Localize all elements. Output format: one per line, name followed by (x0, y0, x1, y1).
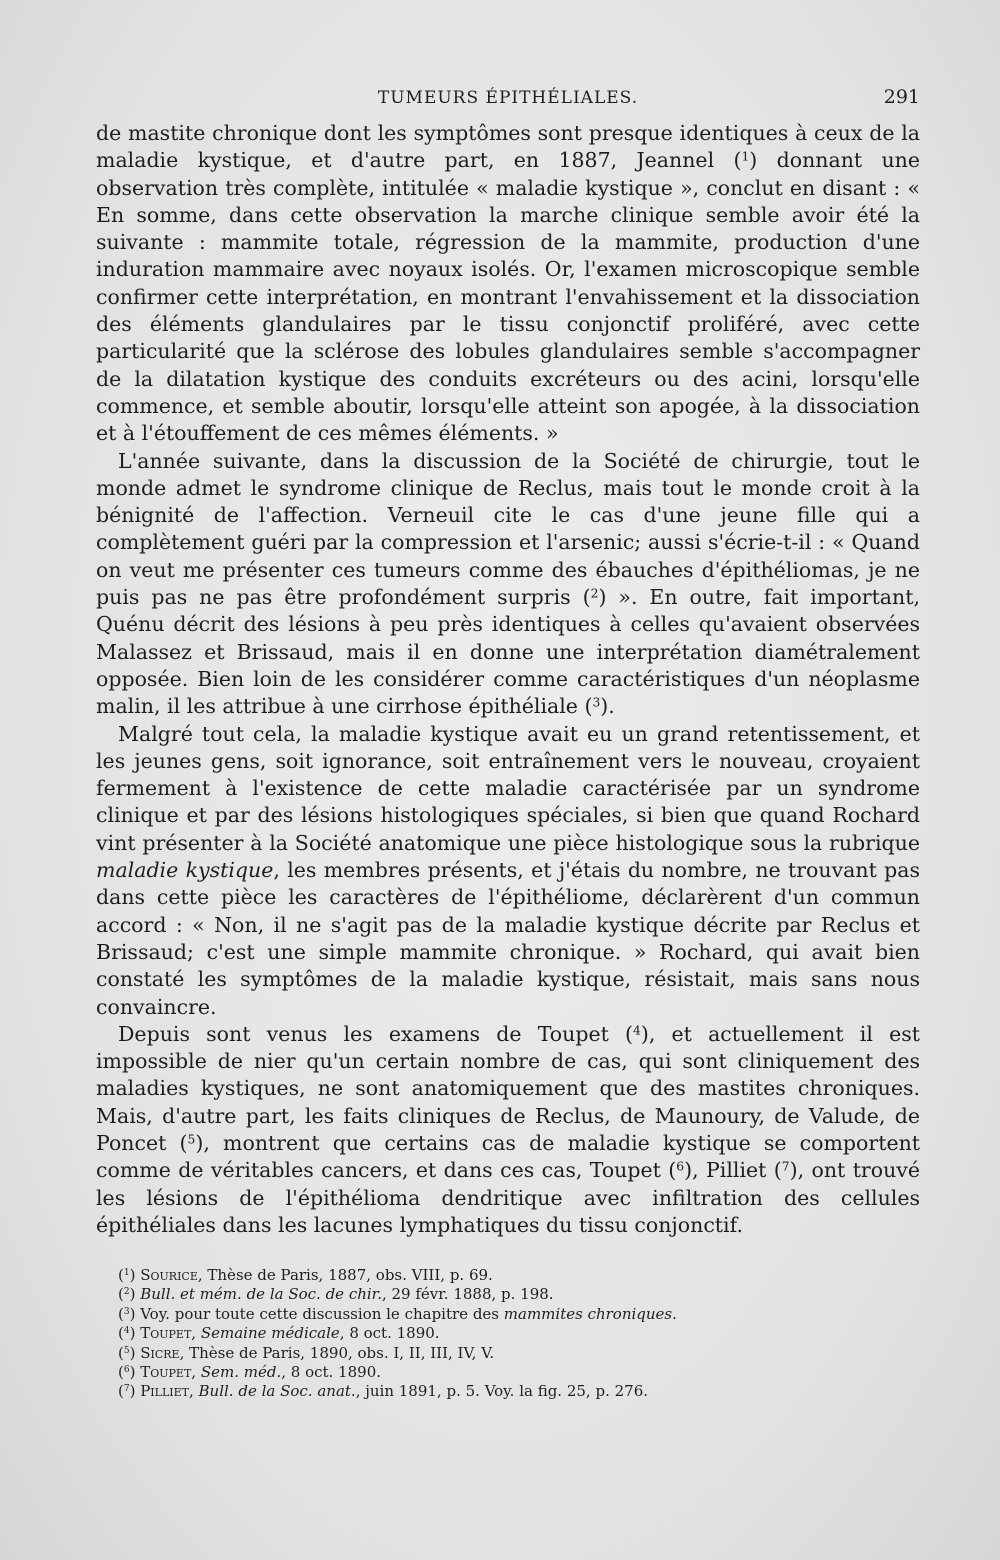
text-run: ), et actuellement il est impossible de nier qu'un certain nombre de cas, qui sont cliniquement des maladies kystiques, ne sont anatomiquement que des mastites chroniques. Mais, d'autre part, les faits cliniques de Reclus, de Maunoury, de Valude, de Poncet ( (96, 1021, 920, 1155)
footnote-author: Toupet (140, 1324, 192, 1343)
text-run: ), montrent que certains cas de maladie kystique se comportent comme de véritables cancers, et dans ces cas, Toupet ( (96, 1130, 921, 1183)
text-run: ). (600, 694, 615, 719)
footnote-italic: Semaine médicale (200, 1324, 340, 1343)
footnote-ref: 4 (633, 1023, 641, 1038)
text-run: , les membres présents, et j'étais du nombre, ne trouvant pas dans cette pièce les caractères de l'épithéliome, déclarèrent d'un commun accord : « Non, il ne s'agit pas de la maladie kystique décrite par Reclus et Brissaud; c'est une simple mammite chronique. » Rochard, qui avait bien constaté les symptômes de la maladie kystique, résistait, mais sans nous convaincre. (96, 858, 921, 1019)
text-run: ) ». En outre, fait important, Quénu décrit des lésions à peu près identiques à celles qu'avaient observées Malassez et Brissaud, mais il en donne une interprétation diamétralement opposée. Bien loin de les considérer comme caractéristiques d'un néoplasme malin, il les attribue à une cirrhose épithéliale ( (96, 585, 920, 719)
footnote-author: Sicre (140, 1343, 180, 1362)
text-run: L'année suivante, dans la discussion de la Société de chirurgie, tout le monde admet le syndrome clinique de Reclus, mais tout le monde croit à la bénignité de l'affection. Verneuil cite le cas d'une jeune fille qui a complètement guéri par la compression et l'arsenic; aussi s'écrie-t-il : « Quand on veut me présenter ces tumeurs comme des ébauches d'épithéliomas, je ne puis pas ne pas être profondément surpris ( (96, 448, 920, 610)
text-run: Depuis sont venus les examens de Toupet ( (118, 1021, 633, 1046)
footnote-italic: Bull. et mém. de la Soc. de chir. (140, 1285, 382, 1304)
paragraph-1 (96, 120, 920, 448)
footnote-1: ($^1$) Sourice, Thèse de Paris, 1887, obs. VIII, p. 69. (118, 1266, 493, 1284)
footnote-italic: Bull. de la Soc. anat. (198, 1382, 356, 1401)
footnote-author: Pilliet (140, 1382, 189, 1401)
footnote-text: , 8 oct. 1890. (339, 1324, 440, 1343)
footnote-ref: 5 (187, 1132, 196, 1147)
footnote-text: , (188, 1382, 199, 1401)
page-header (96, 86, 920, 114)
footnote-text: , 8 oct. 1890. (281, 1363, 382, 1382)
footnote-text: . (672, 1304, 677, 1323)
footnote-text: , (191, 1363, 201, 1382)
footnote-number: 1 (123, 1268, 130, 1279)
footnote-ref: 1 (741, 149, 750, 164)
footnote-5: ($^5$) Sicre, Thèse de Paris, 1890, obs. I, II, III, IV, V. (118, 1343, 495, 1362)
footnote-text: , Thèse de Paris, 1887, obs. VIII, p. 69. (197, 1266, 493, 1284)
running-title: TUMEURS ÉPITHÉLIALES. (377, 88, 639, 108)
footnote-ref: 6 (676, 1159, 685, 1174)
footnote-author: Sourice (140, 1266, 198, 1284)
footnote-italic: Sem. méd. (200, 1363, 282, 1382)
text-run: ), ont trouvé les lésions de l'épithélioma dendritique avec infiltration des cellules épithéliales dans les lacunes lymphatiques du tissu conjonctif. (96, 1158, 920, 1237)
footnote-ref: 2 (590, 586, 599, 601)
footnote-author: Toupet (140, 1363, 192, 1382)
footnote-ref: 3 (592, 695, 601, 710)
paragraph-4 (96, 1021, 920, 1239)
footnotes (118, 1266, 908, 1402)
footnote-2: ($^2$) Bull. et mém. de la Soc. de chir., 29 févr. 1888, p. 198. (118, 1285, 554, 1304)
footnote-text: , (191, 1324, 201, 1343)
text-run: Malgré tout cela, la maladie kystique avait eu un grand retentissement, et les jeunes gens, soit ignorance, soit entraînement vers le nouveau, croyaient fermement à l'existence de cette maladie caractérisée par un syndrome clinique et par des lésions histologiques spéciales, si bien que quand Rochard vint présenter à la Société anatomique une pièce histologique sous la rubrique (96, 721, 920, 855)
text-run: ) donnant une observation très complète, intitulée « maladie kystique », conclut en disant : « En somme, dans cette observation la marche clinique semble avoir été la suivante : mammite totale, régression de la mammite, production d'une induration mammaire avec noyaux isolés. Or, l'examen microscopique semble confirmer cette interprétation, en montrant l'envahissement et la dissociation des éléments glandulaires par le tissu conjonctif proliféré, avec cette particularité que la sclérose des lobules glandulaires semble s'accompagner de la dilatation kystique des conduits excréteurs ou des acini, lorsqu'elle commence, et semble aboutir, lorsqu'elle atteint son apogée, à la dissociation et à l'étouffement de ces mêmes éléments. » (96, 148, 920, 446)
footnote-number: 3 (123, 1306, 130, 1317)
text-run: ), Pilliet ( (684, 1158, 782, 1183)
footnote-number: 4 (123, 1326, 130, 1337)
footnote-text: Voy. pour toute cette discussion le chapitre des (140, 1304, 504, 1323)
body-text (96, 120, 920, 1239)
footnote-4: ($^4$) Toupet, Semaine médicale, 8 oct. 1890. (118, 1324, 440, 1343)
page-number: 291 (883, 86, 920, 108)
footnote-italic: mammites chroniques (503, 1304, 673, 1323)
italic-term: maladie kystique (96, 858, 274, 883)
text-run: de mastite chronique dont les symptômes sont presque identiques à ceux de la maladie kystique, et d'autre part, en 1887, Jeannel ( (96, 121, 920, 173)
footnote-text: , Thèse de Paris, 1890, obs. I, II, III, IV, V. (179, 1343, 495, 1362)
footnote-text: , 29 févr. 1888, p. 198. (381, 1285, 554, 1304)
footnote-number: 6 (123, 1365, 130, 1376)
footnote-number: 5 (123, 1345, 130, 1356)
footnote-ref: 7 (781, 1159, 790, 1174)
footnote-7: ($^7$) Pilliet, Bull. de la Soc. anat., juin 1891, p. 5. Voy. la fig. 25, p. 276. (118, 1382, 649, 1401)
footnote-6: ($^6$) Toupet, Sem. méd., 8 oct. 1890. (118, 1363, 382, 1382)
paragraph-3 (96, 721, 920, 1021)
paragraph-2 (96, 448, 920, 721)
footnote-number: 2 (123, 1287, 130, 1298)
footnote-text: , juin 1891, p. 5. Voy. la fig. 25, p. 276. (355, 1382, 649, 1401)
footnote-3: ($^3$) Voy. pour toute cette discussion le chapitre des mammites chroniques. (118, 1304, 677, 1323)
footnote-number: 7 (123, 1384, 130, 1395)
